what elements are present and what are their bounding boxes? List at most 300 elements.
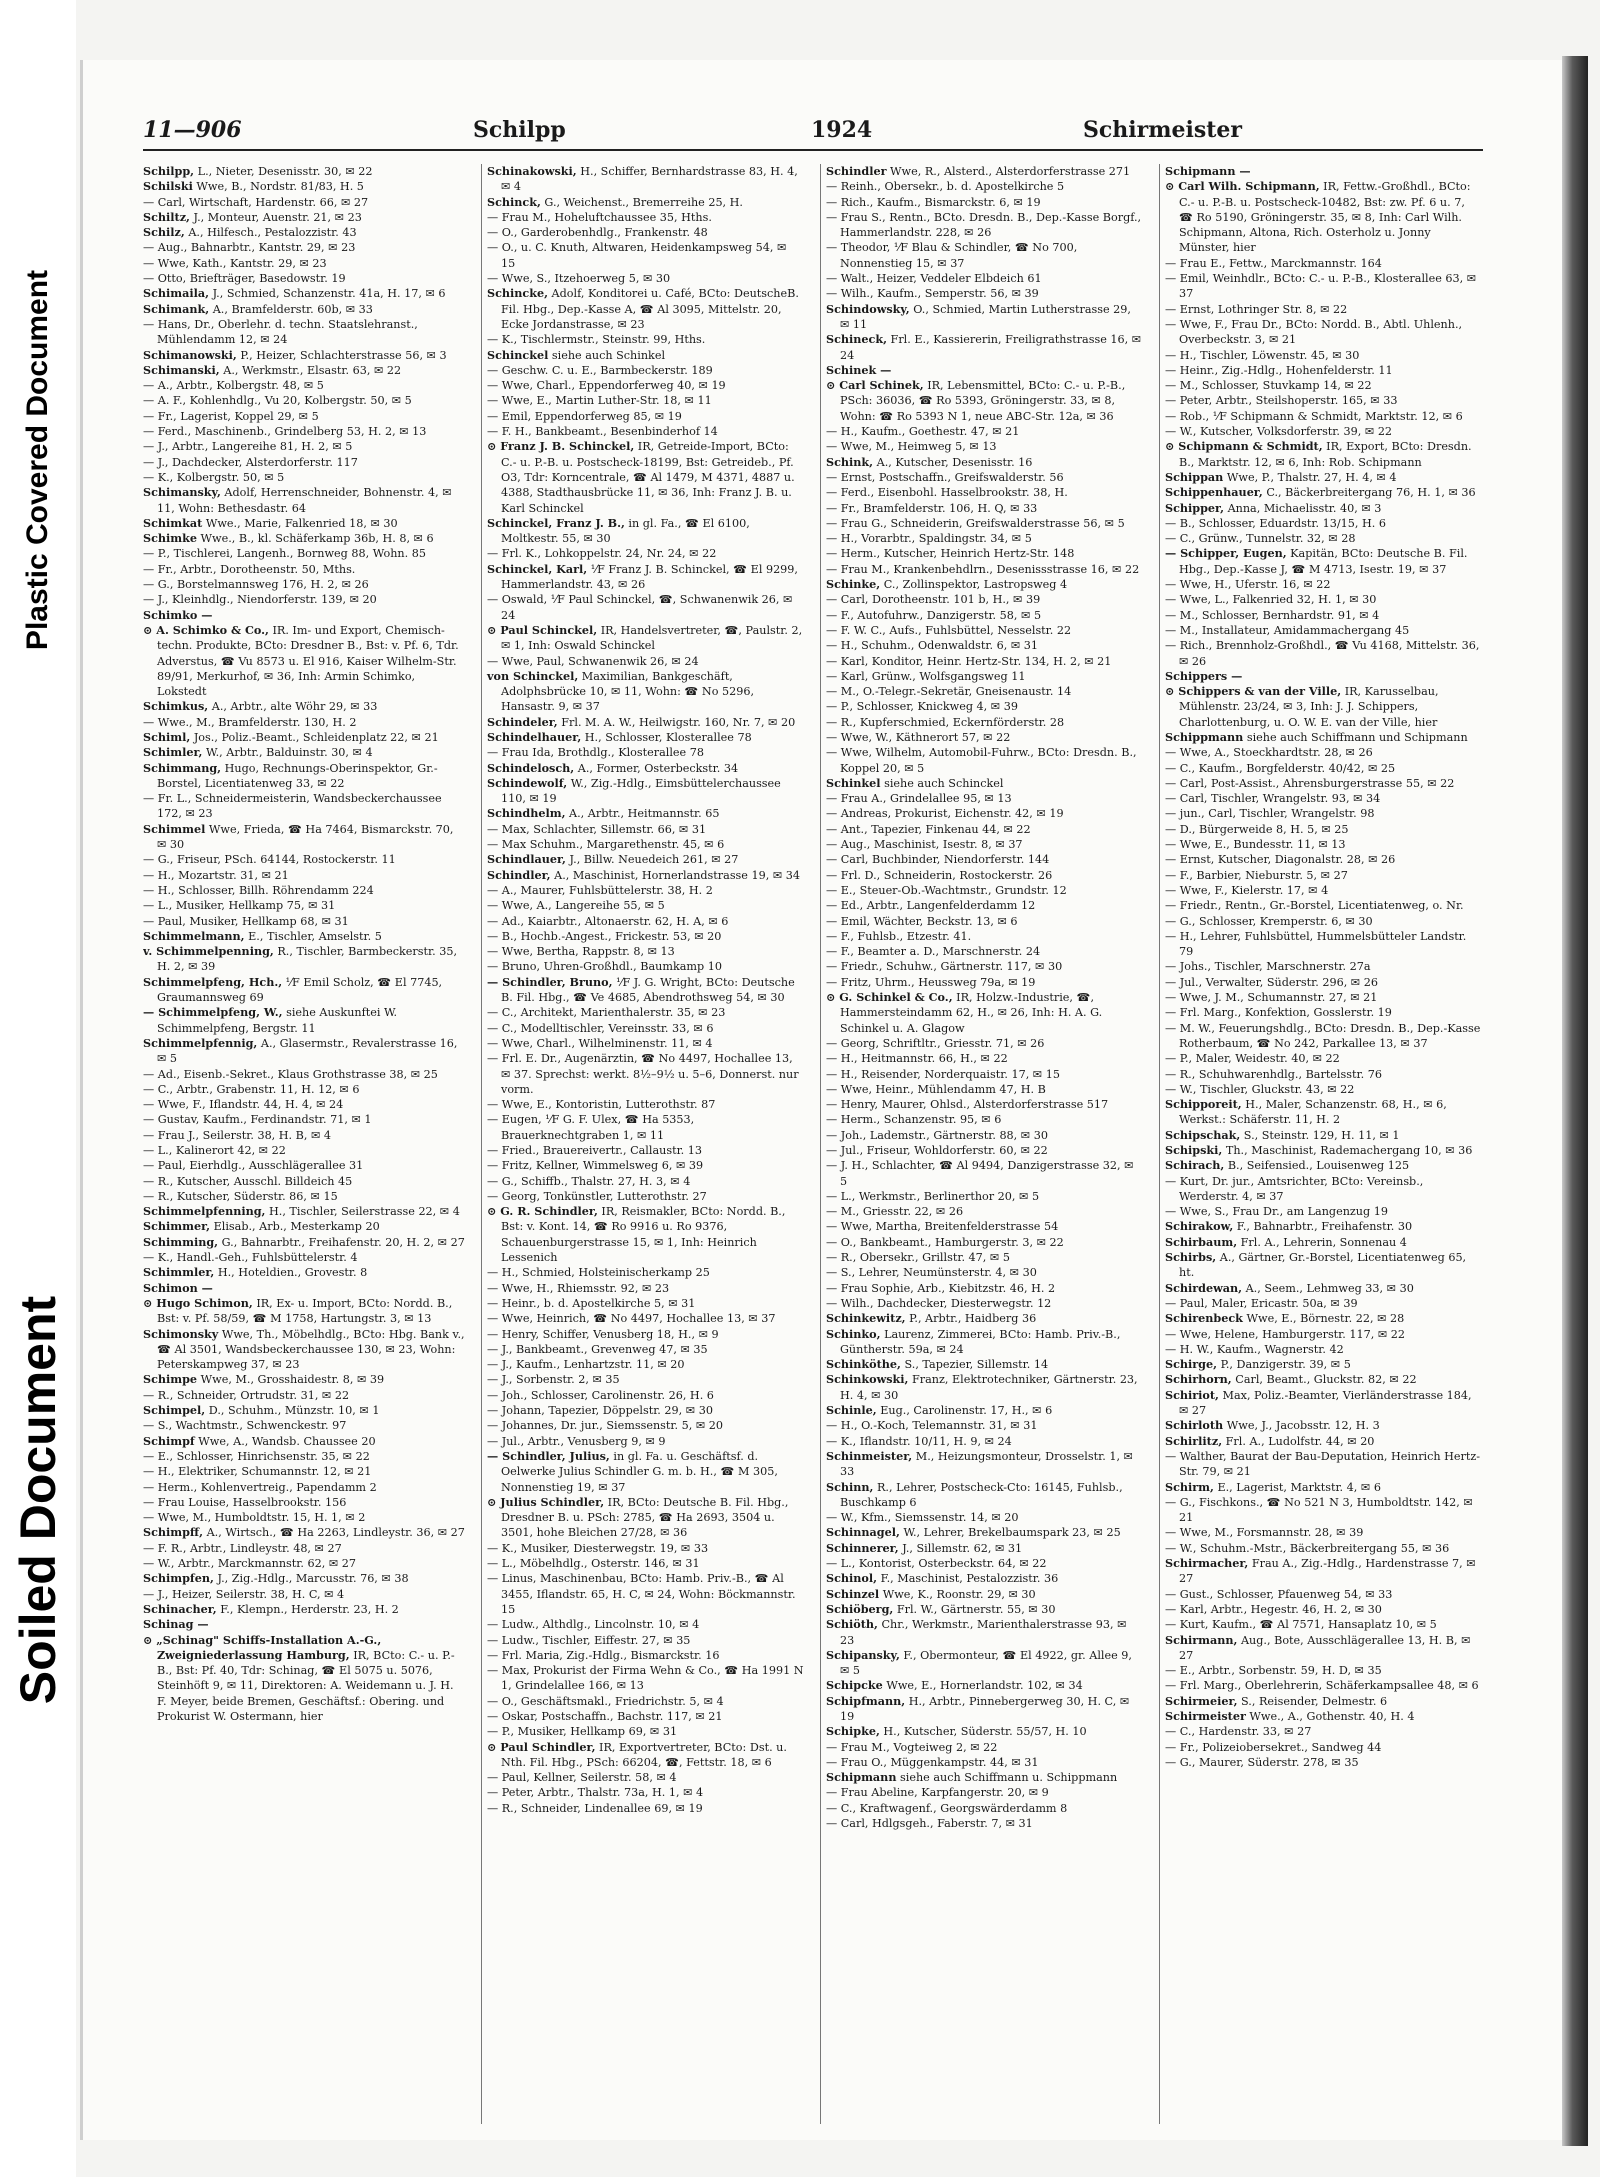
directory-entry [487, 348, 804, 363]
entry-details: Frl. A., Ludolfstr. 44, ✉ 20 [1222, 1434, 1375, 1448]
header-first-entry: Schilpp [473, 117, 566, 143]
entry-name: Schipmann — [1165, 164, 1251, 178]
directory-entry [1165, 761, 1482, 776]
directory-entry [826, 1740, 1143, 1755]
entry-details: — Wwe, M., Humboldtstr. 15, H. 1, ✉ 2 [143, 1511, 366, 1525]
entry-name: Schimmang, [143, 760, 222, 775]
entry-details: — D., Bürgerweide 8, H. 5, ✉ 25 [1165, 822, 1349, 836]
entry-details: — Wwe, S., Itzehoerweg 5, ✉ 30 [487, 272, 671, 286]
directory-entry [1165, 1158, 1482, 1173]
entry-details: — Johannes, Dr. jur., Siemssenstr. 5, ✉ 20 [487, 1419, 724, 1433]
entry-details: — Henry, Schiffer, Venusberg 18, H., ✉ 9 [487, 1327, 719, 1341]
entry-details: — B., Hochb.-Angest., Frickestr. 53, ✉ 20 [487, 929, 722, 943]
plastic-covered-label: Plastic Covered Document [21, 269, 54, 651]
directory-entry [143, 1418, 465, 1433]
entry-details: — S., Wachtmstr., Schwenckestr. 97 [143, 1419, 347, 1433]
entry-details: — F., Fuhlsb., Etzestr. 41. [826, 929, 972, 943]
directory-entry [1165, 546, 1482, 577]
directory-entry [826, 975, 1143, 990]
entry-details: — Frau M., Hoheluftchaussee 35, Hths. [487, 210, 712, 224]
directory-entry [487, 806, 804, 821]
entry-details: — Frl. Marg., Oberlehrerin, Schäferkampsallee 48, ✉ 6 [1165, 1679, 1479, 1693]
directory-entry [143, 1082, 465, 1097]
entry-details: — Wwe, M., Heimweg 5, ✉ 13 [826, 440, 997, 454]
directory-entry [143, 286, 465, 301]
directory-entry [826, 1480, 1143, 1511]
directory-entry [826, 302, 1143, 333]
directory-entry [1165, 516, 1482, 531]
entry-details: P., Heizer, Schlachterstrasse 56, ✉ 3 [236, 348, 447, 362]
entry-name: Schimpel, [143, 1403, 206, 1418]
directory-entry [487, 761, 804, 776]
directory-entry [143, 699, 465, 714]
directory-column-1 [143, 164, 465, 2124]
directory-entry [826, 1204, 1143, 1219]
entry-details: A., Hilfesch., Pestalozzistr. 43 [184, 226, 357, 240]
directory-entry [487, 195, 804, 210]
entry-details: — H., Reisender, Norderquaistr. 17, ✉ 15 [826, 1067, 1060, 1081]
entry-name: Schipmann [826, 1770, 897, 1785]
directory-entry [826, 546, 1143, 561]
entry-details: E., Tischler, Amselstr. 5 [244, 929, 382, 943]
entry-details: siehe auch Schiffmann und Schipmann [1243, 730, 1468, 744]
directory-entry [143, 1617, 465, 1632]
directory-entry [487, 1281, 804, 1296]
entry-details: ⅟F Emil Scholz, ☎ El 7745, Graumannsweg 69 [157, 975, 443, 1005]
entry-details: D., Schuhm., Münzstr. 10, ✉ 1 [205, 1404, 380, 1418]
directory-entry [1165, 1495, 1482, 1526]
entry-details: Frl. A., Lehrerin, Sonnenau 4 [1237, 1235, 1407, 1249]
directory-entry [143, 1327, 465, 1373]
entry-name: Schirmeister [1165, 1708, 1246, 1723]
entry-details: — G., Borstelmannsweg 176, H. 2, ✉ 26 [143, 578, 369, 592]
directory-entry [1165, 1219, 1482, 1234]
entry-details: A., Maschinist, Hornerlandstrasse 19, ✉ 34 [550, 868, 800, 882]
directory-entry [143, 348, 465, 363]
entry-name: Schimpff, [143, 1525, 204, 1540]
entry-details: — Ernst, Lothringer Str. 8, ✉ 22 [1165, 302, 1348, 316]
directory-entry [143, 1005, 465, 1036]
entry-name: Schinkowski, [826, 1372, 909, 1387]
directory-entry [826, 1051, 1143, 1066]
entry-details: — C., Architekt, Marienthalerstr. 35, ✉ 23 [487, 1006, 726, 1020]
entry-name: Schippenhauer, [1165, 485, 1263, 500]
directory-entry [826, 959, 1143, 974]
directory-entry [143, 1204, 465, 1219]
entry-name: Schiriot, [1165, 1387, 1219, 1402]
directory-entry [826, 470, 1143, 485]
entry-details: — H., Elektriker, Schumannstr. 12, ✉ 21 [143, 1465, 372, 1479]
directory-entry [143, 868, 465, 883]
entry-details: — O., Bankbeamt., Hamburgerstr. 3, ✉ 22 [826, 1235, 1064, 1249]
directory-entry [826, 1418, 1143, 1433]
entry-details: — Frau E., Fettw., Marckmannstr. 164 [1165, 256, 1382, 270]
directory-entry [826, 623, 1143, 638]
entry-details: W., Arbtr., Balduinstr. 30, ✉ 4 [202, 746, 373, 760]
entry-details: — Frau M., Vogteiweg 2, ✉ 22 [826, 1740, 998, 1754]
entry-details: — Fr. L., Schneidermeisterin, Wandsbeckerchaussee 172, ✉ 23 [143, 792, 442, 821]
directory-entry [487, 1418, 804, 1433]
directory-entry [487, 914, 804, 929]
entry-details: — R., Obersekr., Grillstr. 47, ✉ 5 [826, 1251, 1010, 1265]
entry-details: Wwe, E., Börnestr. 22, ✉ 28 [1242, 1312, 1405, 1326]
entry-details: Frl. W., Gärtnerstr. 55, ✉ 30 [893, 1602, 1056, 1616]
directory-entry [1165, 1434, 1482, 1449]
directory-entry [143, 898, 465, 913]
directory-entry [143, 1036, 465, 1067]
entry-name: Schinke, [826, 577, 881, 592]
entry-details: Chr., Werkmstr., Marienthalerstrasse 93, ✉ 23 [840, 1618, 1127, 1647]
entry-details: — Frau Abeline, Karpfangerstr. 20, ✉ 9 [826, 1786, 1049, 1800]
entry-name: Schindlauer, [487, 852, 566, 867]
entry-details: Adolf, Herrenschneider, Bohnenstr. 4, ✉ 11, Wohn: Bethesdastr. 64 [157, 486, 452, 515]
directory-entry [826, 1143, 1143, 1158]
directory-entry [826, 1724, 1143, 1739]
entry-details: — O., u. C. Knuth, Altwaren, Heidenkampsweg 54, ✉ 15 [487, 241, 787, 270]
directory-entry [143, 577, 465, 592]
entry-name: Schinko, [826, 1326, 881, 1341]
directory-entry [826, 608, 1143, 623]
entry-name: Schipcke [826, 1678, 883, 1693]
directory-entry [487, 1801, 804, 1816]
directory-entry [826, 1587, 1143, 1602]
entry-name: ⊙ Julius Schindler, [487, 1494, 605, 1509]
directory-entry [143, 1388, 465, 1403]
entry-details: — F. R., Arbtr., Lindleystr. 48, ✉ 27 [143, 1541, 342, 1555]
entry-details: IR. Im- und Export, Chemisch-techn. Produkte, BCto: Dresdner B., Bst: v. Pf. 6, Tdr. Adverstus, ☎ Vu 8573 u. El 916, Kaiser Wilhelm-Str. 89/91, Merkurhof, ✉ 36, Inh: Armin Schimko, Lokstedt [157, 623, 459, 699]
entry-details: — Ad., Eisenb.-Sekret., Klaus Grothstrasse 38, ✉ 25 [143, 1067, 438, 1081]
entry-details: H., Arbtr., Pinnebergerweg 30, H. C, ✉ 19 [840, 1694, 1130, 1723]
entry-details: — Wwe, Helene, Hamburgerstr. 117, ✉ 22 [1165, 1327, 1406, 1341]
directory-entry [487, 944, 804, 959]
entry-name: Schinmeister, [826, 1448, 913, 1463]
entry-name: — Schindler, Bruno, [487, 974, 613, 989]
entry-name: Schinnerer, [826, 1540, 899, 1555]
directory-entry [143, 256, 465, 271]
entry-name: Schipski, [1165, 1143, 1223, 1157]
directory-entry [143, 195, 465, 210]
directory-entry [487, 1021, 804, 1036]
entry-details: — Gust., Schlosser, Pfauenweg 54, ✉ 33 [1165, 1587, 1393, 1601]
entry-name: Schimkus, [143, 699, 209, 714]
entry-details: — E., Arbtr., Sorbenstr. 59, H. D, ✉ 35 [1165, 1664, 1382, 1678]
entry-name: Schimmelpfennig, [143, 1035, 258, 1050]
entry-name: Schimmelpfeng, Hch., [143, 974, 283, 989]
entry-details: — Oskar, Postschaffn., Bachstr. 117, ✉ 21 [487, 1709, 723, 1723]
entry-details: — Frau G., Schneiderin, Greifswalderstrasse 56, ✉ 5 [826, 516, 1125, 530]
entry-details: — H., Lehrer, Fuhlsbüttel, Hummelsbütteler Landstr. 79 [1165, 929, 1467, 959]
entry-name: Schippmann [1165, 729, 1244, 744]
entry-details: in gl. Fa., ☎ El 6100, Moltkestr. 55, ✉ 30 [501, 516, 750, 546]
directory-entry [1165, 1357, 1482, 1372]
directory-entry [487, 1036, 804, 1051]
entry-details: — Wwe, E., Bundesstr. 11, ✉ 13 [1165, 838, 1346, 852]
directory-column-3 [820, 164, 1143, 2124]
entry-details: — J., Arbtr., Langereihe 81, H. 2, ✉ 5 [143, 440, 353, 454]
entry-name: Schipansky, [826, 1647, 900, 1662]
entry-details: H., Kutscher, Süderstr. 55/57, H. 10 [879, 1725, 1087, 1739]
directory-entry [826, 439, 1143, 454]
entry-details: — Johann, Tapezier, Döppelstr. 29, ✉ 30 [487, 1404, 713, 1418]
directory-entry [826, 501, 1143, 516]
directory-entry [826, 1265, 1143, 1280]
entry-details: — Fried., Brauereivertr., Callaustr. 13 [487, 1144, 703, 1157]
entry-details: — Frl. E. Dr., Augenärztin, ☎ No 4497, Hochallee 13, ✉ 37. Sprechst: werkt. 8½–9½ u. 5–6, Donnerst. nur vorm. [487, 1052, 799, 1096]
entry-details: — Herm., Kohlenvertreig., Papendamm 2 [143, 1480, 377, 1494]
entry-details: — W., Arbtr., Marckmannstr. 62, ✉ 27 [143, 1557, 357, 1571]
entry-details: siehe auch Schinckel [880, 776, 1004, 790]
directory-entry [826, 1770, 1143, 1785]
entry-details: — Wwe, Heinr., Mühlendamm 47, H. B [826, 1082, 1046, 1096]
directory-entry [143, 929, 465, 944]
directory-entry [1165, 1388, 1482, 1419]
entry-details: — J., Kaufm., Lenhartzstr. 11, ✉ 20 [487, 1358, 685, 1372]
entry-details: — Herm., Kutscher, Heinrich Hertz-Str. 148 [826, 547, 1075, 561]
entry-details: — K., Musiker, Diesterwegstr. 19, ✉ 33 [487, 1541, 709, 1555]
directory-entry [1165, 990, 1482, 1005]
entry-details: Eug., Carolinenstr. 17, H., ✉ 6 [876, 1404, 1053, 1418]
entry-name: Schimpf [143, 1433, 195, 1448]
directory-entry [487, 1740, 804, 1771]
entry-details: P., Arbtr., Haidberg 36 [905, 1312, 1037, 1326]
directory-entry [1165, 577, 1482, 592]
entry-name: Schipporeit, [1165, 1097, 1242, 1112]
entry-name: Schirm, [1165, 1479, 1214, 1494]
entry-details: — Aug., Bahnarbtr., Kantstr. 29, ✉ 23 [143, 241, 356, 255]
entry-details: — O., Geschäftsmakl., Friedrichstr. 5, ✉ 4 [487, 1694, 724, 1708]
directory-entry [1165, 822, 1482, 837]
directory-entry [487, 776, 804, 807]
entry-name: Schimke [143, 531, 197, 546]
directory-entry [826, 776, 1143, 791]
directory-entry [1165, 975, 1482, 990]
entry-details: IR, Exportvertreter, BCto: Dst. u. Nth. Fil. Hbg., PSch: 66204, ☎, Fettstr. 18, ✉ 6 [501, 1740, 787, 1769]
directory-entry [487, 1265, 804, 1280]
entry-name: Schipke, [826, 1724, 880, 1739]
entry-name: Schinck, [487, 194, 541, 209]
directory-entry [826, 990, 1143, 1036]
directory-entry [487, 745, 804, 760]
entry-details: — H., Schlosser, Billh. Röhrendamm 224 [143, 883, 374, 897]
entry-details: — A. F., Kohlenhdlg., Vu 20, Kolbergstr. 50, ✉ 5 [143, 394, 412, 408]
directory-entry [1165, 776, 1482, 791]
directory-entry [826, 1281, 1143, 1296]
directory-entry [487, 1663, 804, 1694]
entry-details: F., Klempn., Herderstr. 23, H. 2 [216, 1602, 399, 1616]
entry-details: — Fr., Arbtr., Dorotheenstr. 50, Mths. [143, 562, 356, 576]
entry-details: — L., Kalinerort 42, ✉ 22 [143, 1144, 286, 1157]
entry-name: ⊙ Schipmann & Schmidt, [1165, 439, 1323, 454]
directory-entry [826, 378, 1143, 424]
directory-entry [143, 470, 465, 485]
directory-entry [1165, 1418, 1482, 1433]
directory-entry [1165, 1143, 1482, 1158]
entry-details: — W., Tischler, Gluckstr. 43, ✉ 22 [1165, 1082, 1355, 1096]
entry-details: — Frau J., Seilerstr. 38, H. B, ✉ 4 [143, 1128, 332, 1142]
entry-details: — M., Schlosser, Bernhardstr. 91, ✉ 4 [1165, 608, 1380, 622]
entry-details: — Hans, Dr., Oberlehr. d. techn. Staatslehranst., Mühlendamm 12, ✉ 24 [143, 317, 418, 347]
directory-entry [826, 1311, 1143, 1326]
entry-details: — Wwe, A., Langereihe 55, ✉ 5 [487, 899, 665, 913]
entry-details: L., Nieter, Desenisstr. 30, ✉ 22 [194, 165, 373, 178]
entry-details: — Ed., Arbtr., Langenfelderdamm 12 [826, 899, 1036, 913]
entry-name: Schinzel [826, 1586, 880, 1601]
entry-details: H., Schlosser, Klosterallee 78 [581, 730, 752, 744]
entry-details: — Peter, Arbtr., Thalstr. 73a, H. 1, ✉ 4 [487, 1786, 704, 1800]
entry-details: Carl, Beamt., Gluckstr. 82, ✉ 22 [1231, 1373, 1417, 1387]
entry-name: Schinacher, [143, 1601, 217, 1616]
entry-details: W., Zig.-Hdlg., Eimsbüttelerchaussee 110, ✉ 19 [501, 776, 781, 806]
entry-name: Schiöth, [826, 1617, 878, 1632]
entry-details: Laurenz, Zimmerei, BCto: Hamb. Priv.-B., Güntherstr. 59a, ✉ 24 [840, 1327, 1121, 1356]
entry-details: — Wwe, Charl., Eppendorferweg 40, ✉ 19 [487, 379, 726, 393]
entry-name: Schimmelpfenning, [143, 1204, 266, 1219]
directory-entry [1165, 1342, 1482, 1357]
directory-entry [826, 914, 1143, 929]
entry-name: Schirmacher, [1165, 1556, 1249, 1571]
directory-entry [487, 1770, 804, 1785]
entry-details: A., Gärtner, Gr.-Borstel, Licentiatenweg 65, ht. [1179, 1251, 1467, 1280]
directory-entry [826, 1816, 1143, 1831]
directory-entry [826, 1648, 1143, 1679]
directory-entry [487, 929, 804, 944]
entry-details: — M., Installateur, Amidammachergang 45 [1165, 623, 1410, 637]
entry-details: — H., Heitmannstr. 66, H., ✉ 22 [826, 1052, 1008, 1066]
directory-entry [826, 1602, 1143, 1617]
entry-details: S., Tapezier, Sillemstr. 14 [900, 1358, 1049, 1372]
entry-name: Schinn, [826, 1479, 874, 1494]
entry-details: — Wwe, Paul, Schwanenwik 26, ✉ 24 [487, 654, 699, 668]
entry-details: P., Danzigerstr. 39, ✉ 5 [1217, 1358, 1351, 1372]
entry-details: Maximilian, Bankgeschäft, Adolphsbrücke 10, ✉ 11, Wohn: ☎ No 5296, Hansastr. 9, ✉ 37 [501, 669, 755, 714]
entry-name: Schinek — [826, 362, 892, 377]
entry-name: Schimler, [143, 745, 203, 760]
directory-entry [1165, 1021, 1482, 1052]
entry-details: H., Schiffer, Bernhardstrasse 83, H. 4, ✉ 4 [501, 165, 798, 194]
entry-details: — H., O.-Koch, Telemannstr. 31, ✉ 31 [826, 1419, 1038, 1433]
entry-details: — K., Iflandstr. 10/11, H. 9, ✉ 24 [826, 1434, 1012, 1448]
entry-name: — Schipper, Eugen, [1165, 546, 1287, 561]
directory-entry [143, 210, 465, 225]
directory-entry [1165, 348, 1482, 363]
directory-entry [1165, 1525, 1482, 1540]
entry-details: Wwe, B., Nordstr. 81/83, H. 5 [192, 180, 364, 194]
entry-details: Frau A., Zig.-Hdlg., Hardenstrasse 7, ✉ 27 [1179, 1557, 1476, 1586]
directory-entry [487, 1097, 804, 1112]
entry-details: — Fritz, Kellner, Wimmelsweg 6, ✉ 39 [487, 1159, 704, 1173]
directory-entry [826, 577, 1143, 592]
directory-entry [826, 1372, 1143, 1403]
entry-details: — Frl. Maria, Zig.-Hdlg., Bismarckstr. 16 [487, 1648, 720, 1662]
directory-entry [1165, 669, 1482, 684]
entry-details: — B., Schlosser, Eduardstr. 13/15, H. 6 [1165, 516, 1386, 530]
entry-details: — Joh., Schlosser, Carolinenstr. 26, H. 6 [487, 1388, 714, 1402]
directory-entry [826, 1327, 1143, 1358]
directory-entry [487, 240, 804, 271]
entry-details: — K., Tischlermstr., Steinstr. 99, Hths. [487, 333, 706, 347]
directory-entry [487, 546, 804, 561]
entry-name: Schirbaum, [1165, 1234, 1238, 1249]
entry-details: J., Billw. Neuedeich 261, ✉ 27 [565, 853, 739, 867]
directory-entry [1165, 470, 1482, 485]
entry-details: — Wwe, Charl., Wilhelminenstr. 11, ✉ 4 [487, 1036, 713, 1050]
entry-details: — Frl. D., Schneiderin, Rostockerstr. 26 [826, 868, 1053, 882]
entry-details: — C., Hardenstr. 33, ✉ 27 [1165, 1725, 1312, 1739]
directory-entry [1165, 1311, 1482, 1326]
entry-details: — Jul., Verwalter, Süderstr. 296, ✉ 26 [1165, 975, 1378, 989]
directory-entry [826, 1755, 1143, 1770]
directory-entry [143, 1602, 465, 1617]
entry-name: Schirbs, [1165, 1250, 1217, 1265]
directory-entry [826, 638, 1143, 653]
directory-entry [1165, 1556, 1482, 1587]
directory-entry [143, 1235, 465, 1250]
entry-details: — J., Bankbeamt., Grevenweg 47, ✉ 35 [487, 1342, 708, 1356]
directory-entry [143, 715, 465, 730]
entry-details: A., Werkmstr., Elsastr. 63, ✉ 22 [219, 363, 402, 377]
directory-entry [1165, 1051, 1482, 1066]
entry-details: O., Schmied, Martin Lutherstrasse 29, ✉ 11 [840, 302, 1131, 331]
directory-entry [487, 1541, 804, 1556]
entry-details: — Frau M., Krankenbehdlrn., Desenissstrasse 16, ✉ 22 [826, 562, 1140, 576]
directory-entry [1165, 959, 1482, 974]
directory-entry [487, 730, 804, 745]
entry-details: — Emil, Weinhdlr., BCto: C.- u. P.-B., Klosterallee 63, ✉ 37 [1165, 272, 1477, 301]
directory-entry [826, 1678, 1143, 1693]
entry-details: — Wwe, M., Forsmannstr. 28, ✉ 39 [1165, 1526, 1364, 1540]
directory-entry [143, 1587, 465, 1602]
directory-entry [487, 898, 804, 913]
entry-details: — G., Maurer, Süderstr. 278, ✉ 35 [1165, 1755, 1359, 1769]
directory-entry [1165, 1067, 1482, 1082]
directory-entry [487, 975, 804, 1006]
directory-entry [1165, 623, 1482, 638]
directory-entry [487, 1434, 804, 1449]
entry-name: Schipfmann, [826, 1693, 906, 1708]
directory-entry [1165, 837, 1482, 852]
directory-entry [487, 959, 804, 974]
directory-entry [487, 1556, 804, 1571]
entry-details: Wwe, Th., Möbelhdlg., BCto: Hbg. Bank v., ☎ Al 3501, Wandsbeckerchaussee 130, ✉ 23, Wohn: Peterskampweg 37, ✉ 23 [157, 1327, 465, 1372]
entry-name: Schimko — [143, 607, 213, 622]
directory-entry [143, 485, 465, 516]
entry-name: ⊙ G. R. Schindler, [487, 1204, 598, 1219]
directory-entry [143, 1495, 465, 1510]
entry-details: IR, Holzw.-Industrie, ☎, Hammersteindamm 62, H., ✉ 26, Inh: H. A. G. Schinkel u. A. Glagow [840, 991, 1103, 1035]
entry-details: — Fr., Bramfelderstr. 106, H. Q, ✉ 33 [826, 501, 1038, 515]
entry-details: — Otto, Briefträger, Basedowstr. 19 [143, 272, 346, 286]
entry-details: — M., Griesstr. 22, ✉ 26 [826, 1205, 964, 1219]
entry-details: — Wwe, F., Iflandstr. 44, H. 4, ✉ 24 [143, 1098, 344, 1112]
directory-entry [487, 1296, 804, 1311]
entry-details: — Ferd., Eisenbohl. Hasselbrookstr. 38, H. [826, 486, 1068, 500]
entry-details: — H., Schuhm., Odenwaldstr. 6, ✉ 31 [826, 639, 1038, 653]
entry-details: IR, Handelsvertreter, ☎, Paulstr. 2, ✉ 1, Inh: Oswald Schinckel [501, 623, 803, 653]
entry-details: — Paul, Maler, Ericastr. 50a, ✉ 39 [1165, 1296, 1358, 1310]
directory-entry [143, 179, 465, 194]
entry-details: — Wwe, F., Frau Dr., BCto: Nordd. B., Abtl. Uhlenh., Overbeckstr. 3, ✉ 21 [1165, 317, 1463, 347]
directory-entry [1165, 1541, 1482, 1556]
directory-entry [1165, 745, 1482, 760]
entry-details: — Paul, Musiker, Hellkamp 68, ✉ 31 [143, 914, 349, 928]
entry-details: A., Arbtr., Heitmannstr. 65 [565, 807, 720, 821]
entry-details: — Fritz, Uhrm., Heussweg 79a, ✉ 19 [826, 975, 1036, 989]
entry-details: — Joh., Lademstr., Gärtnerstr. 88, ✉ 30 [826, 1128, 1048, 1142]
directory-entry [487, 868, 804, 883]
directory-entry [143, 1372, 465, 1387]
entry-details: — K., Kolbergstr. 50, ✉ 5 [143, 470, 285, 484]
directory-entry [143, 164, 465, 179]
